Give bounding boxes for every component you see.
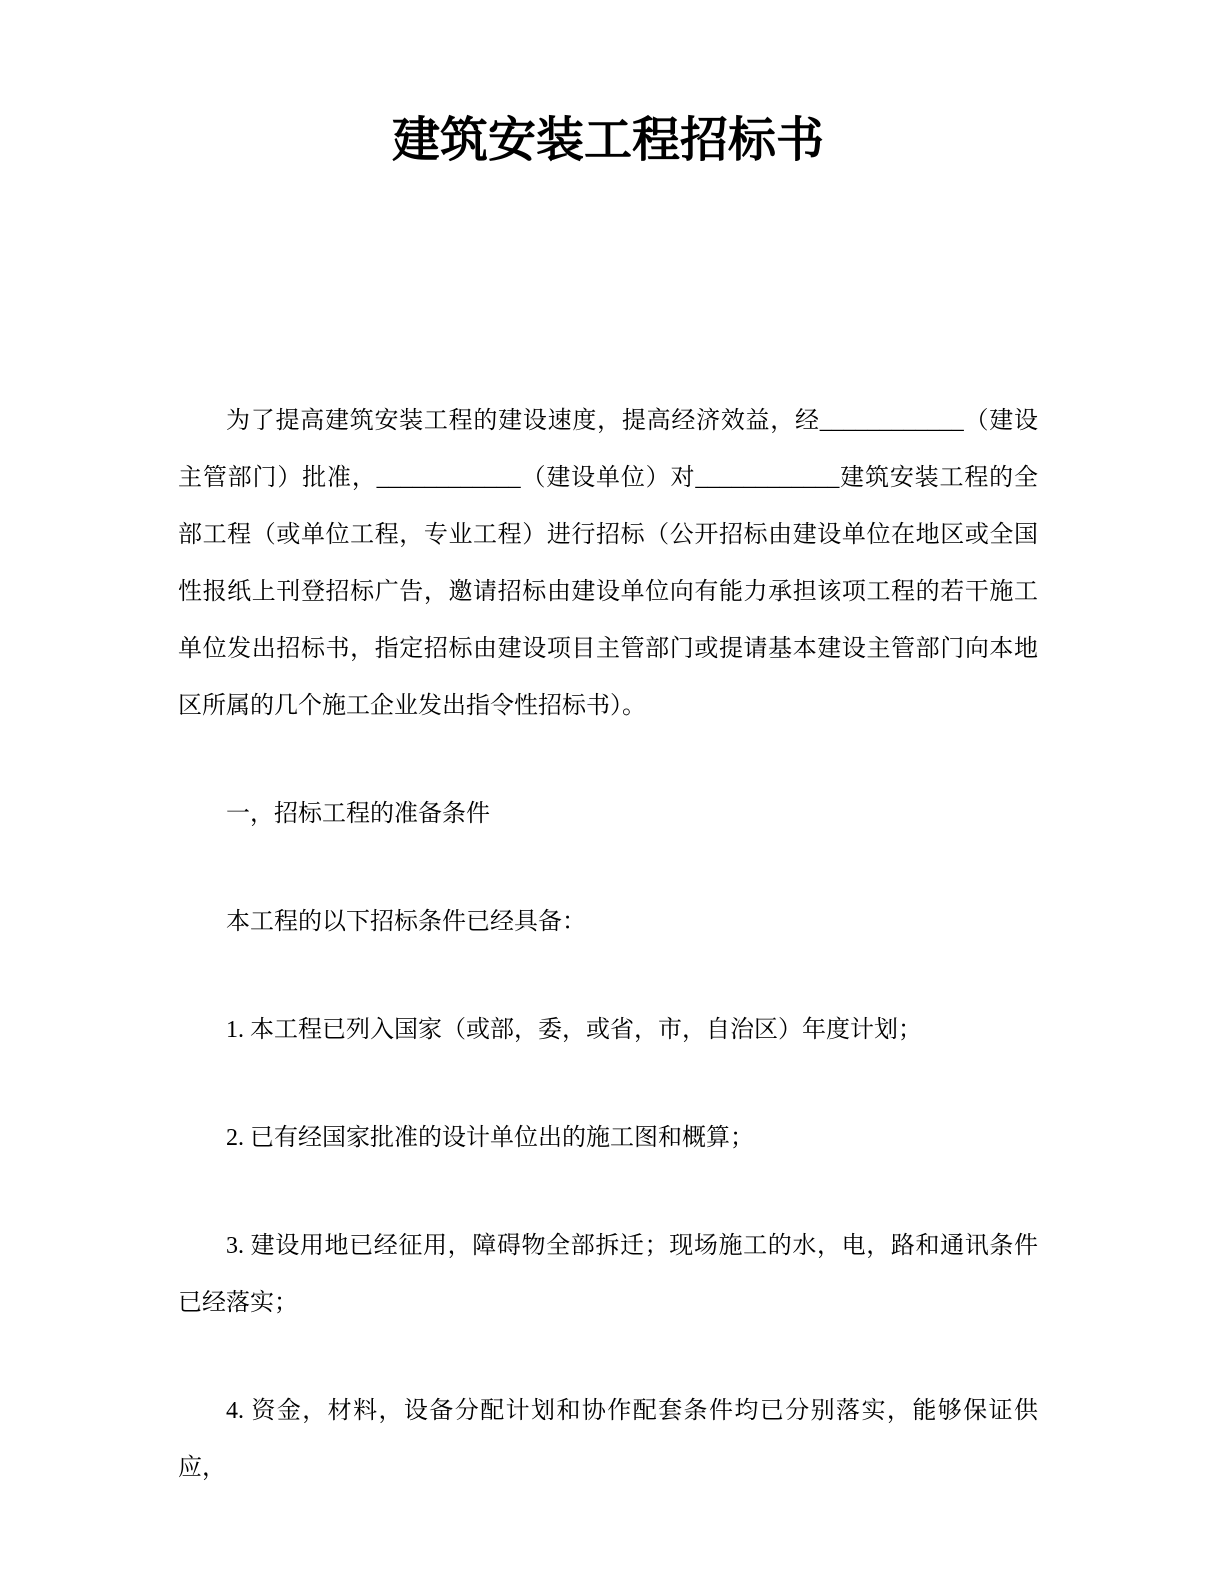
- intro-paragraph: 为了提高建筑安装工程的建设速度，提高经济效益，经____________（建设主管部门）批准，____________（建设单位）对____________建筑安装工程的全部工程（或单位工程，专业工程）进行招标（公开招标由建设单位在地区或全国性报纸上刊登招标广告，邀请招标由建设单位向有能力承担该项工程的若干施工单位发出招标书，指定招标由建设项目主管部门或提请基本建设主管部门向本地区所属的几个施工企业发出指令性招标书）。: [178, 408, 1038, 719]
- condition-item-4: 4. 资金，材料，设备分配计划和协作配套条件均已分别落实，能够保证供应，: [178, 1398, 1038, 1481]
- document-title: 建筑安装工程招标书: [391, 114, 824, 167]
- condition-item-1: 1. 本工程已列入国家（或部，委，或省，市，自治区）年度计划；: [226, 1017, 922, 1043]
- section-1-heading: 一，招标工程的准备条件: [226, 801, 490, 827]
- document-body: [178, 393, 1038, 1497]
- condition-item-2: 2. 已有经国家批准的设计单位出的施工图和概算；: [226, 1125, 754, 1151]
- conditions-intro-paragraph: 本工程的以下招标条件已经具备：: [226, 909, 586, 935]
- condition-item-3: 3. 建设用地已经征用，障碍物全部拆迁；现场施工的水，电，路和通讯条件已经落实；: [178, 1233, 1038, 1316]
